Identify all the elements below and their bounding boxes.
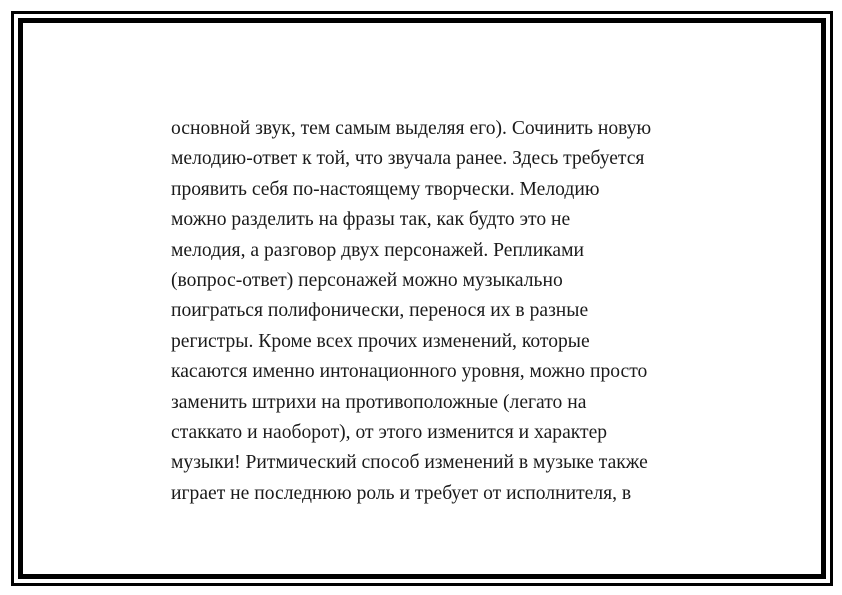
text-line: мелодия, а разговор двух персонажей. Репликами bbox=[171, 239, 584, 261]
text-line: играет не последнюю роль и требует от исполнителя, в bbox=[171, 482, 632, 504]
text-line: заменить штрихи на противоположные (легато на bbox=[171, 391, 587, 413]
text-line: музыки! Ритмический способ изменений в музыке также bbox=[171, 452, 648, 474]
text-line: (вопрос-ответ) персонажей можно музыкально bbox=[171, 270, 563, 292]
text-line: поиграться полифонически, перенося их в разные bbox=[171, 300, 589, 322]
text-line: основной звук, тем самым выделяя его). Сочинить новую bbox=[171, 118, 652, 139]
text-line: можно разделить на фразы так, как будто это не bbox=[171, 209, 571, 231]
text-line: мелодию-ответ к той, что звучала ранее. Здесь требуется bbox=[171, 148, 645, 170]
text-line: касаются именно интонационного уровня, можно просто bbox=[171, 361, 648, 383]
text-line: стаккато и наоборот), от этого изменится и характер bbox=[171, 422, 608, 444]
text-line: проявить себя по-настоящему творчески. Мелодию bbox=[171, 178, 600, 200]
body-text bbox=[171, 114, 731, 509]
text-line: регистры. Кроме всех прочих изменений, которые bbox=[171, 330, 590, 352]
